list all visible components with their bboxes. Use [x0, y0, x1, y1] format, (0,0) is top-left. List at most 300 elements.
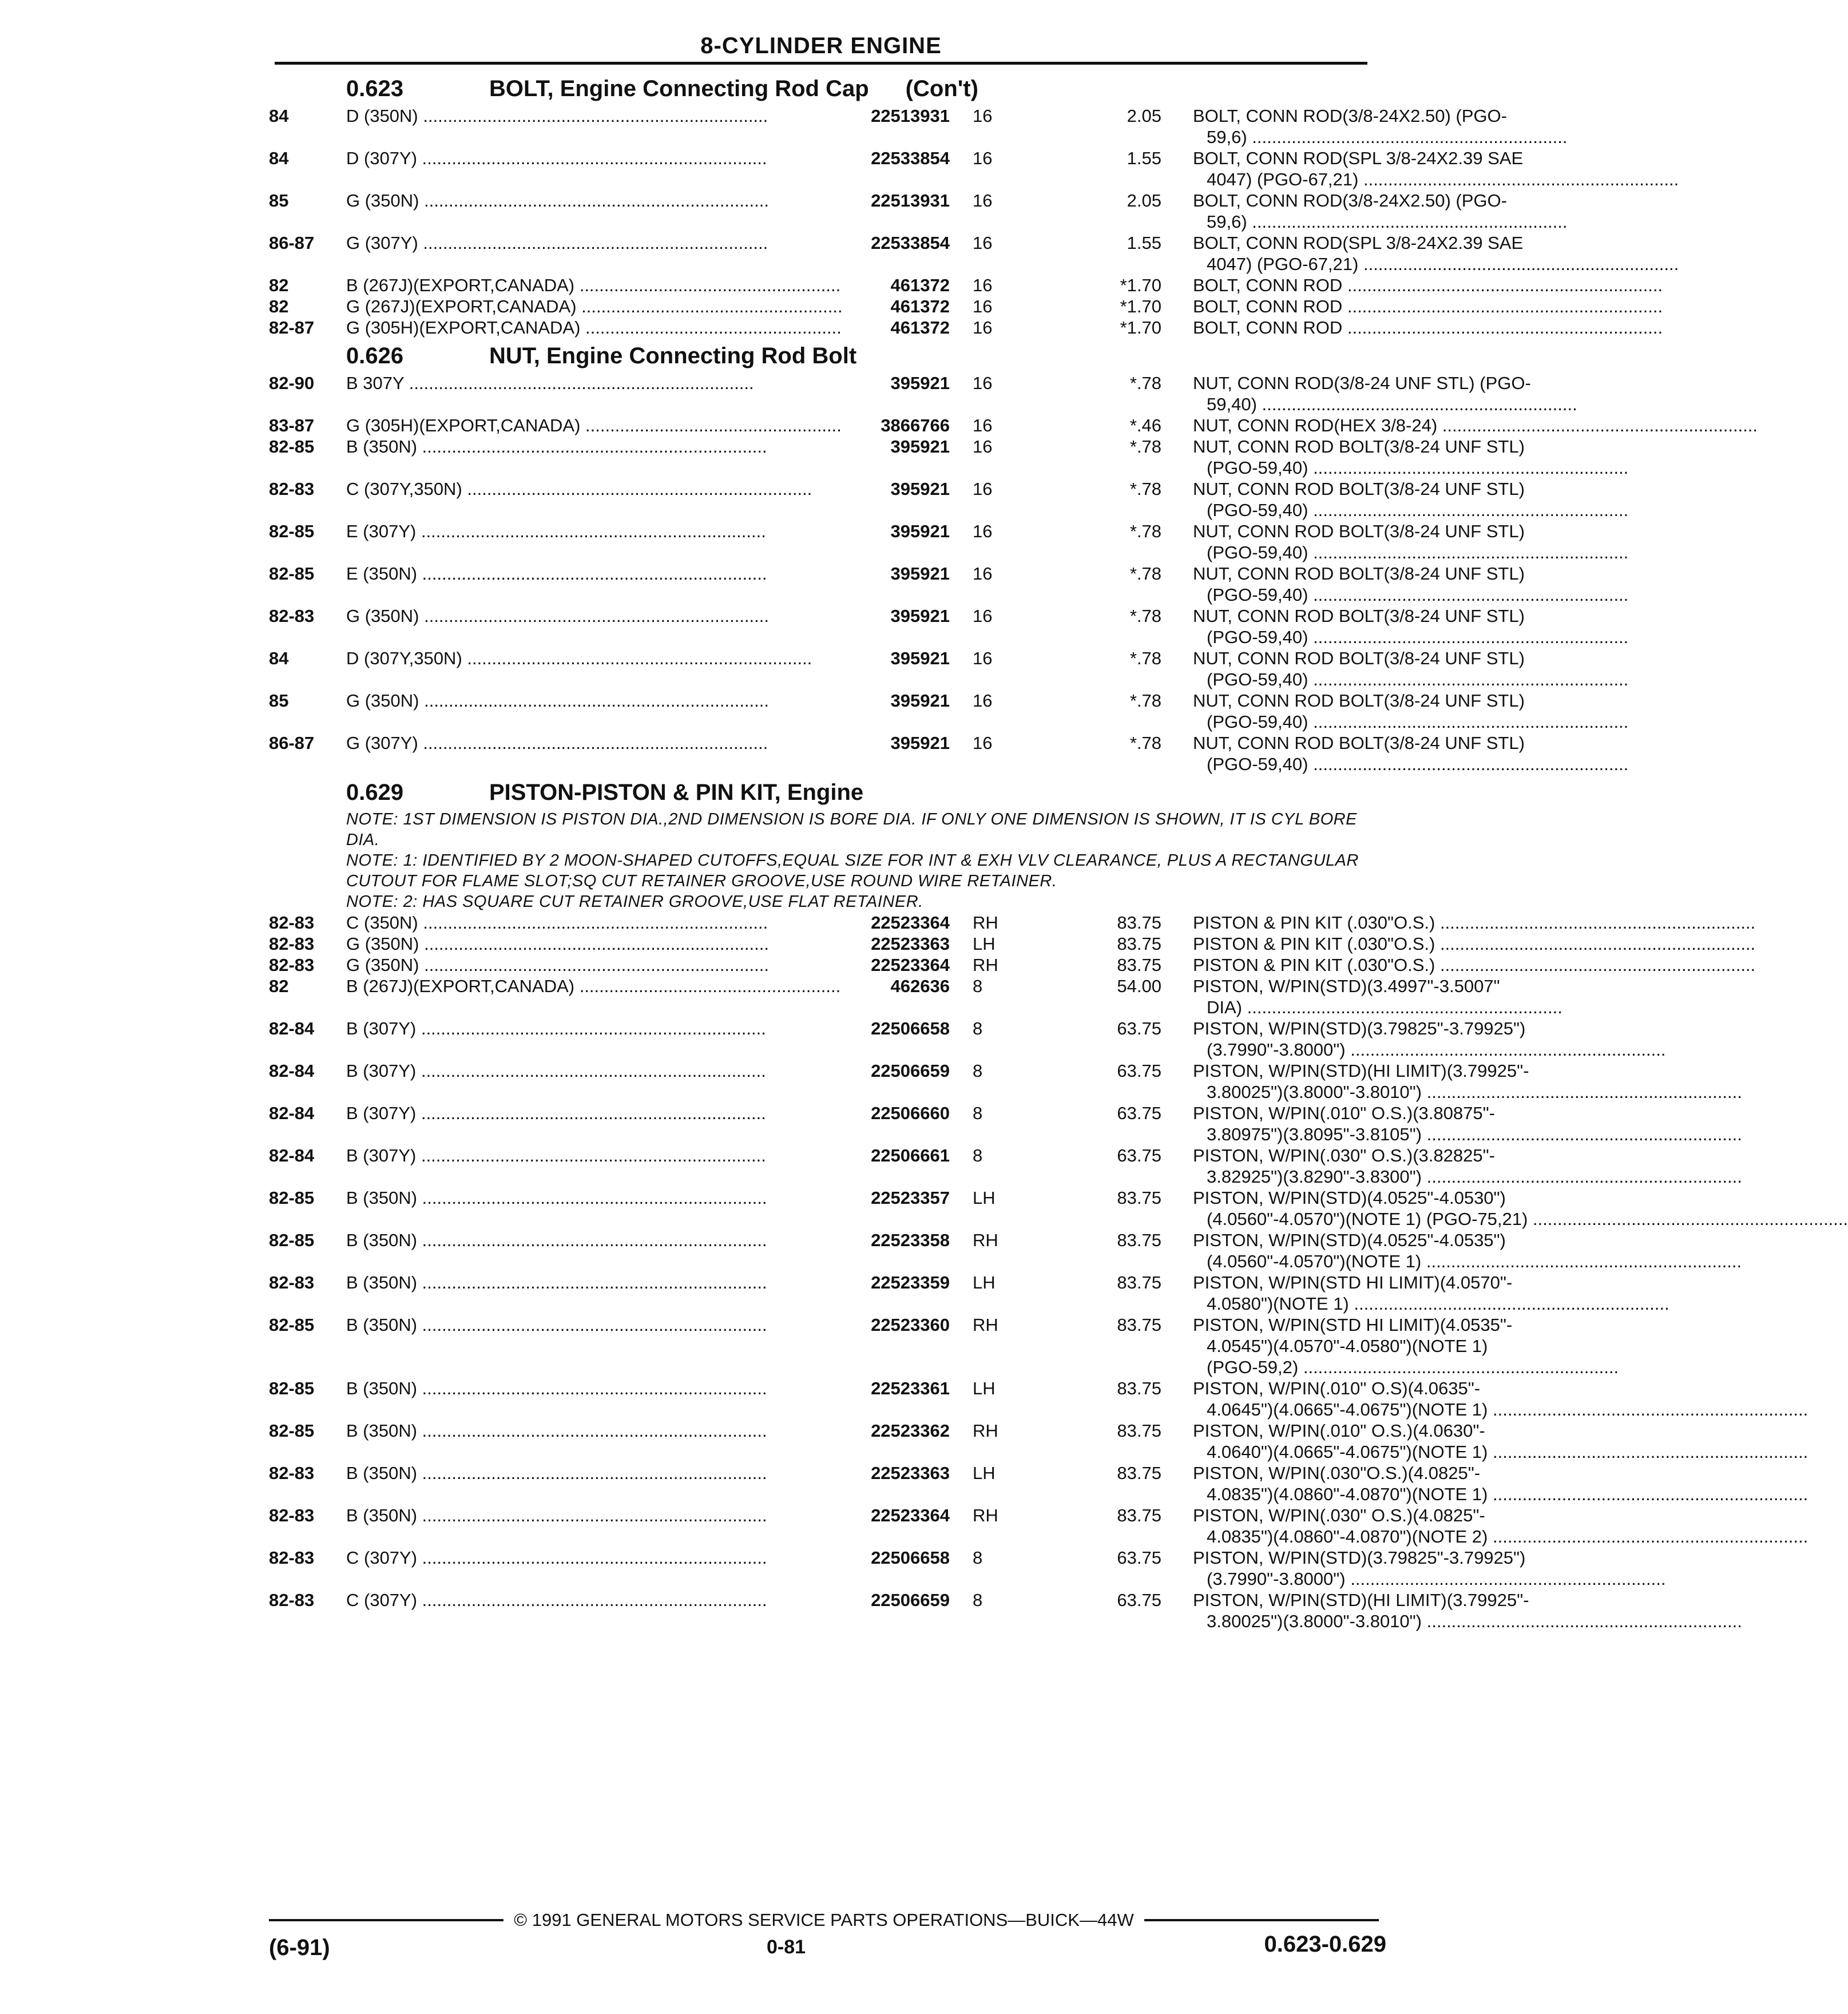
section-title: PISTON-PISTON & PIN KIT, Engine — [489, 780, 864, 805]
description-line: PISTON, W/PIN(STD HI LIMIT)(4.0570"- — [1193, 1272, 1513, 1293]
description-line: PISTON, W/PIN(STD)(HI LIMIT)(3.79925"- — [1193, 1061, 1529, 1081]
row-quantity: LH — [973, 1188, 996, 1208]
description-line: DIA) ..... — [1193, 997, 1605, 1018]
row-part-number: 22523360 — [841, 1314, 950, 1335]
description-line: 4.0835")(4.0860"-4.0870")(NOTE 2) ..... — [1193, 1526, 1605, 1547]
row-description — [1193, 148, 1605, 190]
footer-rule-left — [269, 1919, 503, 1921]
row-year: 82-84 — [269, 1103, 315, 1123]
row-model: B (307Y) ..... — [346, 1103, 907, 1124]
row-model: B 307Y ..... — [346, 372, 907, 394]
row-price: *.78 — [1129, 564, 1161, 584]
row-quantity: 16 — [973, 373, 993, 393]
row-part-number: 22533854 — [841, 148, 950, 169]
description-line: NUT, CONN ROD BOLT(3/8-24 UNF STL) — [1193, 437, 1525, 457]
row-price: 83.75 — [1117, 1421, 1161, 1441]
catalog-row — [269, 1187, 1528, 1230]
description-line: BOLT, CONN ROD(3/8-24X2.50) (PGO- — [1193, 191, 1507, 211]
footer-rule-right — [1144, 1919, 1379, 1921]
row-part-number: 22523364 — [841, 1505, 950, 1526]
row-quantity: 8 — [973, 976, 983, 996]
row-model: B (307Y) ..... — [346, 1145, 907, 1166]
row-description — [1193, 648, 1605, 690]
page-title: 8-CYLINDER ENGINE — [700, 33, 942, 58]
row-model: B (267J)(EXPORT,CANADA) ..... — [346, 275, 907, 296]
description-line: (3.7990"-3.8000") ..... — [1193, 1039, 1605, 1060]
row-model: E (350N) ..... — [346, 563, 907, 584]
row-year: 82-84 — [269, 1018, 315, 1038]
row-price: *.78 — [1129, 437, 1161, 457]
description-line: PISTON, W/PIN(.010" O.S)(4.0635"- — [1193, 1378, 1481, 1398]
description-line: PISTON, W/PIN(STD)(3.79825"-3.79925") — [1193, 1018, 1526, 1038]
catalog-row — [269, 1018, 1526, 1060]
description-line: NUT, CONN ROD BOLT(3/8-24 UNF STL) — [1193, 691, 1525, 711]
row-price: 83.75 — [1117, 1230, 1161, 1250]
row-price: *1.70 — [1120, 275, 1161, 295]
description-line: PISTON, W/PIN(.030" O.S.)(3.82825"- — [1193, 1145, 1495, 1165]
footer-copyright: © 1991 GENERAL MOTORS SERVICE PARTS OPERATIONS—BUICK—44W — [514, 1910, 1134, 1930]
description-line: PISTON, W/PIN(STD)(4.0525"-4.0535") — [1193, 1230, 1506, 1250]
row-description — [1193, 976, 1605, 1018]
description-line: (4.0560"-4.0570")(NOTE 1) ..... — [1193, 1251, 1605, 1272]
description-line: (PGO-59,40) ..... — [1193, 584, 1605, 605]
row-model: B (350N) ..... — [346, 1420, 907, 1441]
row-part-number: 22523363 — [841, 1462, 950, 1484]
description-line: PISTON, W/PIN(STD HI LIMIT)(4.0535"- — [1193, 1315, 1513, 1335]
row-part-number: 461372 — [841, 275, 950, 296]
row-description — [1193, 436, 1605, 478]
section-header — [269, 342, 1379, 370]
description-line: NUT, CONN ROD(HEX 3/8-24) ..... — [1193, 415, 1605, 436]
row-quantity: 16 — [973, 415, 993, 435]
catalog-row — [269, 732, 1525, 775]
description-line: PISTON, W/PIN(.010" O.S.)(4.0630"- — [1193, 1421, 1485, 1441]
row-model: D (307Y) ..... — [346, 148, 907, 169]
row-quantity: 16 — [973, 106, 993, 126]
row-quantity: RH — [973, 1505, 998, 1525]
section-number: 0.623 — [346, 76, 404, 101]
row-description — [1193, 605, 1605, 648]
description-line: 59,40) ..... — [1193, 394, 1605, 415]
row-price: *.78 — [1129, 479, 1161, 499]
row-quantity: 8 — [973, 1145, 983, 1165]
row-description — [1193, 1589, 1605, 1632]
row-description — [1193, 690, 1605, 732]
row-description — [1193, 1547, 1605, 1589]
catalog-row — [269, 372, 1531, 415]
catalog-row — [269, 690, 1525, 732]
description-line: NUT, CONN ROD BOLT(3/8-24 UNF STL) — [1193, 733, 1525, 753]
description-line: (PGO-59,40) ..... — [1193, 542, 1605, 563]
description-line: 4.0640")(4.0665"-4.0675")(NOTE 1) ..... — [1193, 1441, 1605, 1462]
row-part-number: 395921 — [841, 605, 950, 627]
section-continued: (Con't) — [905, 76, 978, 101]
row-quantity: RH — [973, 1315, 998, 1335]
catalog-row — [269, 1547, 1526, 1589]
description-line: BOLT, CONN ROD(SPL 3/8-24X2.39 SAE — [1193, 148, 1524, 168]
description-line: 4.0580")(NOTE 1) ..... — [1193, 1293, 1605, 1314]
row-description — [1193, 1018, 1605, 1060]
row-year: 82-87 — [269, 318, 315, 338]
row-model: B (350N) ..... — [346, 1187, 907, 1208]
row-model: B (267J)(EXPORT,CANADA) ..... — [346, 976, 907, 997]
row-description — [1193, 954, 1605, 976]
description-line: (PGO-59,40) ..... — [1193, 627, 1605, 648]
row-model: B (307Y) ..... — [346, 1018, 907, 1039]
row-description — [1193, 1462, 1605, 1505]
row-description — [1193, 1420, 1605, 1462]
header-rule — [275, 62, 1367, 65]
catalog-row — [269, 1103, 1495, 1145]
catalog-row — [269, 105, 1507, 148]
row-year: 82-85 — [269, 1315, 315, 1335]
row-description — [1193, 1145, 1605, 1187]
row-quantity: LH — [973, 1463, 996, 1483]
row-quantity: 8 — [973, 1018, 983, 1038]
row-description — [1193, 1103, 1605, 1145]
catalog-row — [269, 1462, 1488, 1505]
row-year: 82-83 — [269, 479, 315, 499]
row-price: 83.75 — [1117, 913, 1161, 933]
catalog-row — [269, 648, 1525, 690]
row-part-number: 22523362 — [841, 1420, 950, 1441]
row-model: G (307Y) ..... — [346, 232, 907, 253]
description-line: 59,6) ..... — [1193, 126, 1605, 148]
row-description — [1193, 912, 1605, 933]
description-line: PISTON & PIN KIT (.030"O.S.) ..... — [1193, 912, 1605, 933]
catalog-row — [269, 190, 1507, 232]
description-line: NUT, CONN ROD BOLT(3/8-24 UNF STL) — [1193, 648, 1525, 668]
catalog-row — [269, 933, 1435, 954]
row-quantity: 8 — [973, 1103, 983, 1123]
section-title: NUT, Engine Connecting Rod Bolt — [489, 343, 857, 368]
row-part-number: 22523359 — [841, 1272, 950, 1293]
row-quantity: 16 — [973, 606, 993, 626]
row-quantity: 16 — [973, 437, 993, 457]
catalog-row — [269, 317, 1379, 338]
row-description — [1193, 1314, 1605, 1378]
catalog-row — [269, 415, 1438, 436]
row-price: 83.75 — [1117, 1272, 1161, 1293]
row-year: 85 — [269, 691, 289, 711]
row-quantity: 16 — [973, 564, 993, 584]
description-line: (PGO-59,40) ..... — [1193, 457, 1605, 478]
row-quantity: RH — [973, 913, 998, 933]
row-model: B (350N) ..... — [346, 1314, 907, 1335]
row-year: 82-85 — [269, 437, 315, 457]
row-quantity: LH — [973, 1272, 996, 1293]
row-quantity: 8 — [973, 1061, 983, 1081]
row-year: 84 — [269, 648, 289, 668]
row-part-number: 22513931 — [841, 190, 950, 211]
row-part-number: 22533854 — [841, 232, 950, 253]
row-year: 82-85 — [269, 1378, 315, 1398]
catalog-row — [269, 1589, 1529, 1632]
row-part-number: 22523364 — [841, 954, 950, 976]
row-part-number: 22523358 — [841, 1230, 950, 1251]
row-description — [1193, 1230, 1605, 1272]
row-model: D (307Y,350N) ..... — [346, 648, 907, 669]
row-year: 82-83 — [269, 1548, 315, 1568]
row-year: 82-84 — [269, 1061, 315, 1081]
row-description — [1193, 372, 1605, 415]
row-part-number: 22506659 — [841, 1589, 950, 1611]
row-description — [1193, 478, 1605, 521]
row-part-number: 462636 — [841, 976, 950, 997]
row-description — [1193, 1272, 1605, 1314]
row-description — [1193, 521, 1605, 563]
row-description — [1193, 190, 1605, 232]
row-quantity: 16 — [973, 191, 993, 211]
row-model: B (307Y) ..... — [346, 1060, 907, 1081]
description-line: 59,6) ..... — [1193, 211, 1605, 232]
row-price: 54.00 — [1117, 976, 1161, 996]
row-quantity: 16 — [973, 733, 993, 753]
row-year: 82-83 — [269, 1272, 315, 1293]
row-model: G (350N) ..... — [346, 190, 907, 211]
row-price: 83.75 — [1117, 955, 1161, 975]
row-year: 84 — [269, 148, 289, 168]
row-model: B (350N) ..... — [346, 1272, 907, 1293]
row-part-number: 461372 — [841, 317, 950, 338]
description-line: PISTON & PIN KIT (.030"O.S.) ..... — [1193, 933, 1605, 954]
description-line: PISTON, W/PIN(STD)(3.4997"-3.5007" — [1193, 976, 1500, 996]
row-quantity: LH — [973, 934, 996, 954]
catalog-row — [269, 1420, 1488, 1462]
description-line: (PGO-59,2) ..... — [1193, 1357, 1605, 1378]
row-quantity: 16 — [973, 479, 993, 499]
row-model: C (350N) ..... — [346, 912, 907, 933]
parts-catalog — [269, 71, 1531, 1632]
description-line: 4.0835")(4.0860"-4.0870")(NOTE 1) ..... — [1193, 1484, 1605, 1505]
row-price: 1.55 — [1127, 148, 1161, 168]
row-price: 83.75 — [1117, 1315, 1161, 1335]
row-part-number: 22523364 — [841, 912, 950, 933]
row-model: B (350N) ..... — [346, 436, 907, 457]
row-part-number: 395921 — [841, 521, 950, 542]
row-quantity: 8 — [973, 1590, 983, 1610]
row-price: *.78 — [1129, 606, 1161, 626]
row-description — [1193, 1060, 1605, 1103]
catalog-row — [269, 296, 1379, 317]
row-part-number: 395921 — [841, 372, 950, 394]
description-line: 4047) (PGO-67,21) ..... — [1193, 169, 1605, 190]
row-part-number: 22513931 — [841, 105, 950, 126]
row-model: B (350N) ..... — [346, 1462, 907, 1484]
row-year: 82-85 — [269, 564, 315, 584]
catalog-row — [269, 478, 1525, 521]
catalog-row — [269, 1145, 1495, 1187]
row-description — [1193, 1187, 1605, 1230]
catalog-row — [269, 605, 1525, 648]
row-model: G (305H)(EXPORT,CANADA) ..... — [346, 415, 907, 436]
catalog-row — [269, 1378, 1488, 1420]
footer-page-number: 0-81 — [767, 1936, 806, 1958]
description-line: 3.80975")(3.8095"-3.8105") ..... — [1193, 1124, 1605, 1145]
row-year: 82-90 — [269, 373, 315, 393]
row-price: *.78 — [1129, 648, 1161, 668]
row-price: 83.75 — [1117, 1463, 1161, 1483]
row-year: 82-85 — [269, 1230, 315, 1250]
row-model: B (350N) ..... — [346, 1230, 907, 1251]
row-price: 83.75 — [1117, 1378, 1161, 1398]
description-line: BOLT, CONN ROD(3/8-24X2.50) (PGO- — [1193, 106, 1507, 126]
description-line: (4.0560"-4.0570")(NOTE 1) (PGO-75,21) ..... — [1193, 1208, 1605, 1230]
row-model: E (307Y) ..... — [346, 521, 907, 542]
row-year: 85 — [269, 191, 289, 211]
row-price: 2.05 — [1127, 191, 1161, 211]
row-part-number: 22523363 — [841, 933, 950, 954]
catalog-row — [269, 1314, 1513, 1378]
row-part-number: 22523357 — [841, 1187, 950, 1208]
footer-date: (6-91) — [269, 1935, 330, 1960]
footer-section-range: 0.623-0.629 — [1264, 1932, 1386, 1957]
row-quantity: 16 — [973, 148, 993, 168]
catalog-row — [269, 912, 1435, 933]
row-part-number: 395921 — [841, 478, 950, 499]
row-year: 82 — [269, 275, 289, 295]
row-price: 83.75 — [1117, 1505, 1161, 1525]
catalog-row — [269, 275, 1379, 296]
row-quantity: 16 — [973, 275, 993, 295]
row-model: G (305H)(EXPORT,CANADA) ..... — [346, 317, 907, 338]
row-year: 82-83 — [269, 1463, 315, 1483]
description-line: (PGO-59,40) ..... — [1193, 669, 1605, 690]
section-header — [269, 74, 1379, 103]
row-price: *.78 — [1129, 373, 1161, 393]
row-price: *.46 — [1129, 415, 1161, 435]
row-model: G (350N) ..... — [346, 690, 907, 711]
row-model: B (350N) ..... — [346, 1505, 907, 1526]
section-note: NOTE: 1ST DIMENSION IS PISTON DIA.,2ND DIMENSION IS BORE DIA. IF ONLY ONE DIMENSION IS SHOWN, IT IS CYL BORE DIA. — [346, 810, 1357, 849]
row-description — [1193, 732, 1605, 775]
row-model: G (350N) ..... — [346, 954, 907, 976]
row-description — [1193, 933, 1605, 954]
section-note: NOTE: 2: HAS SQUARE CUT RETAINER GROOVE,USE FLAT RETAINER. — [346, 893, 923, 911]
catalog-row — [269, 1505, 1488, 1547]
row-price: 1.55 — [1127, 233, 1161, 253]
catalog-row — [269, 1230, 1506, 1272]
footer-copyright-line — [269, 1910, 1379, 1930]
row-model: D (350N) ..... — [346, 105, 907, 126]
description-line: (PGO-59,40) ..... — [1193, 711, 1605, 732]
row-year: 82-85 — [269, 1421, 315, 1441]
catalog-row — [269, 954, 1435, 976]
row-model: C (307Y) ..... — [346, 1589, 907, 1611]
row-part-number: 22506658 — [841, 1018, 950, 1039]
row-model: C (307Y,350N) ..... — [346, 478, 907, 499]
row-price: *.78 — [1129, 733, 1161, 753]
row-model: G (267J)(EXPORT,CANADA) ..... — [346, 296, 907, 317]
row-part-number: 22506660 — [841, 1103, 950, 1124]
row-part-number: 22506658 — [841, 1547, 950, 1568]
row-quantity: 16 — [973, 648, 993, 668]
description-line: 4.0545")(4.0570"-4.0580")(NOTE 1) — [1207, 1336, 1488, 1356]
row-year: 82 — [269, 976, 289, 996]
row-price: *.78 — [1129, 521, 1161, 541]
description-line: NUT, CONN ROD BOLT(3/8-24 UNF STL) — [1193, 479, 1525, 499]
row-price: *1.70 — [1120, 318, 1161, 338]
row-description — [1193, 1378, 1605, 1420]
description-line: 4047) (PGO-67,21) ..... — [1193, 253, 1605, 275]
section-header — [269, 778, 1379, 807]
row-price: *.78 — [1129, 691, 1161, 711]
row-model: G (350N) ..... — [346, 933, 907, 954]
description-line: NUT, CONN ROD BOLT(3/8-24 UNF STL) — [1193, 606, 1525, 626]
row-part-number: 395921 — [841, 563, 950, 584]
row-quantity: 16 — [973, 521, 993, 541]
row-price: 63.75 — [1117, 1548, 1161, 1568]
row-part-number: 22506661 — [841, 1145, 950, 1166]
row-model: B (350N) ..... — [346, 1378, 907, 1399]
description-line: BOLT, CONN ROD ..... — [1193, 317, 1605, 338]
row-quantity: 16 — [973, 318, 993, 338]
section-note: NOTE: 1: IDENTIFIED BY 2 MOON-SHAPED CUTOFFS,EQUAL SIZE FOR INT & EXH VLV CLEARANCE, PLUS A RECTANGULAR CUTOUT FOR FLAME SLOT;SQ CUT RETAINER GROOVE,USE ROUND WIRE RETAINER. — [346, 851, 1359, 890]
row-price: 63.75 — [1117, 1590, 1161, 1610]
row-year: 84 — [269, 106, 289, 126]
row-year: 82-83 — [269, 913, 315, 933]
row-year: 86-87 — [269, 733, 315, 753]
section-number: 0.629 — [346, 780, 404, 805]
section-title: BOLT, Engine Connecting Rod Cap — [489, 76, 869, 101]
description-line: PISTON & PIN KIT (.030"O.S.) ..... — [1193, 954, 1605, 976]
description-line: PISTON, W/PIN(.030"O.S.)(4.0825"- — [1193, 1463, 1481, 1483]
row-year: 82-85 — [269, 521, 315, 541]
row-model: C (307Y) ..... — [346, 1547, 907, 1568]
row-description — [1193, 563, 1605, 605]
row-year: 82-83 — [269, 1590, 315, 1610]
row-price: *1.70 — [1120, 296, 1161, 316]
row-year: 82-85 — [269, 1188, 315, 1208]
row-part-number: 22506659 — [841, 1060, 950, 1081]
row-quantity: 8 — [973, 1548, 983, 1568]
row-description — [1193, 296, 1605, 317]
row-part-number: 461372 — [841, 296, 950, 317]
row-year: 82-83 — [269, 955, 315, 975]
description-line: PISTON, W/PIN(STD)(4.0525"-4.0530") — [1193, 1188, 1506, 1208]
description-line: 3.82925")(3.8290"-3.8300") ..... — [1193, 1166, 1605, 1187]
row-part-number: 395921 — [841, 648, 950, 669]
row-description — [1193, 415, 1605, 436]
row-quantity: RH — [973, 955, 998, 975]
description-line: BOLT, CONN ROD(SPL 3/8-24X2.39 SAE — [1193, 233, 1524, 253]
description-line: NUT, CONN ROD BOLT(3/8-24 UNF STL) — [1193, 564, 1525, 584]
row-quantity: LH — [973, 1378, 996, 1398]
row-quantity: 16 — [973, 691, 993, 711]
description-line: BOLT, CONN ROD ..... — [1193, 275, 1605, 296]
description-line: PISTON, W/PIN(STD)(HI LIMIT)(3.79925"- — [1193, 1590, 1529, 1610]
row-model: G (350N) ..... — [346, 605, 907, 627]
row-part-number: 395921 — [841, 732, 950, 754]
row-description — [1193, 1505, 1605, 1547]
description-line: PISTON, W/PIN(.030" O.S.)(4.0825"- — [1193, 1505, 1485, 1525]
row-year: 82-84 — [269, 1145, 315, 1165]
catalog-row — [269, 521, 1525, 563]
description-line: PISTON, W/PIN(.010" O.S.)(3.80875"- — [1193, 1103, 1495, 1123]
row-model: G (307Y) ..... — [346, 732, 907, 754]
row-year: 82-83 — [269, 1505, 315, 1525]
catalog-row — [269, 232, 1524, 275]
row-quantity: 16 — [973, 296, 993, 316]
description-line: BOLT, CONN ROD ..... — [1193, 296, 1605, 317]
row-price: 2.05 — [1127, 106, 1161, 126]
row-year: 82 — [269, 296, 289, 316]
row-price: 63.75 — [1117, 1061, 1161, 1081]
catalog-row — [269, 563, 1525, 605]
section-number: 0.626 — [346, 343, 404, 368]
row-description — [1193, 317, 1605, 338]
row-part-number: 3866766 — [841, 415, 950, 436]
